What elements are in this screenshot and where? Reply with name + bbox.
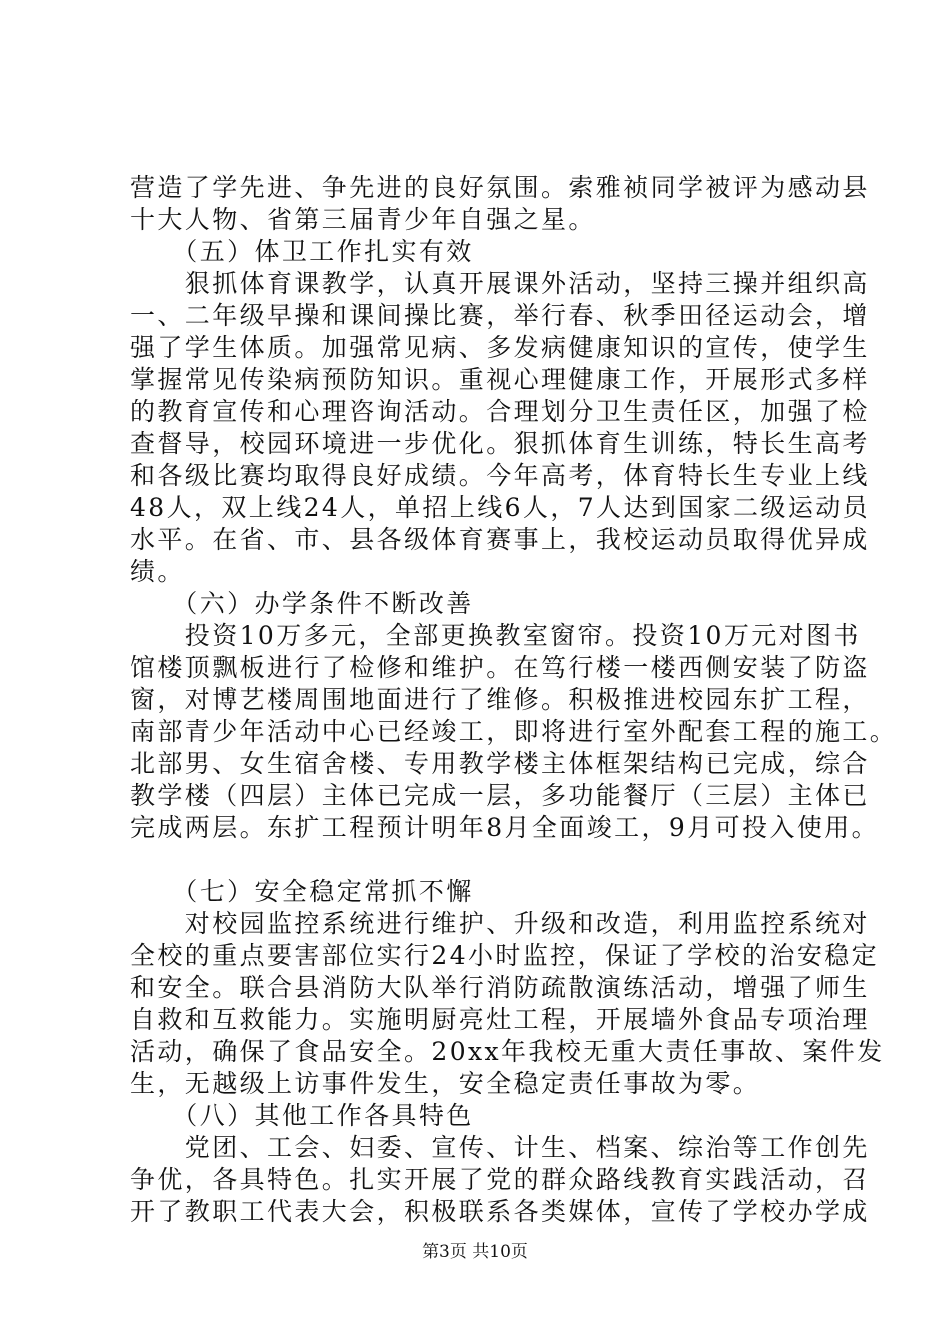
text-line: 对校园监控系统进行维护、升级和改造，利用监控系统对: [130, 909, 870, 938]
text-line: 和安全。联合县消防大队举行消防疏散演练活动，增强了师生: [130, 973, 870, 1002]
text-line: （六）办学条件不断改善: [130, 589, 474, 618]
text-line: （五）体卫工作扎实有效: [130, 237, 474, 266]
text-line: 馆楼顶飘板进行了检修和维护。在笃行楼一楼西侧安装了防盗: [130, 653, 870, 682]
text-line: 一、二年级早操和课间操比赛，举行春、秋季田径运动会，增: [130, 301, 870, 330]
text-line: （八）其他工作各具特色: [130, 1101, 474, 1130]
text-line: 北部男、女生宿舍楼、专用教学楼主体框架结构已完成，综合: [130, 749, 870, 778]
text-line: （七）安全稳定常抓不懈: [130, 877, 474, 906]
text-line: 营造了学先进、争先进的良好氛围。索雅祯同学被评为感动县: [130, 173, 870, 202]
text-line: 和各级比赛均取得良好成绩。今年高考，体育特长生专业上线: [130, 461, 870, 490]
text-line: 绩。: [130, 557, 185, 586]
text-line: 南部青少年活动中心已经竣工，即将进行室外配套工程的施工。: [130, 717, 898, 746]
text-line: 自救和互救能力。实施明厨亮灶工程，开展墙外食品专项治理: [130, 1005, 870, 1034]
text-line: 水平。在省、市、县各级体育赛事上，我校运动员取得优异成: [130, 525, 870, 554]
text-line: 掌握常见传染病预防知识。重视心理健康工作，开展形式多样: [130, 365, 870, 394]
text-line: 教学楼（四层）主体已完成一层，多功能餐厅（三层）主体已: [130, 781, 870, 810]
text-line: 投资10万多元，全部更换教室窗帘。投资10万元对图书: [130, 621, 861, 650]
text-line: 党团、工会、妇委、宣传、计生、档案、综治等工作创先: [130, 1133, 870, 1162]
text-line: 全校的重点要害部位实行24小时监控，保证了学校的治安稳定: [130, 941, 880, 970]
blank-line: [130, 844, 830, 876]
text-line: 争优，各具特色。扎实开展了党的群众路线教育实践活动，召: [130, 1165, 870, 1194]
text-line: 开了教职工代表大会，积极联系各类媒体，宣传了学校办学成: [130, 1197, 870, 1226]
text-line: 48人，双上线24人，单招上线6人，7人达到国家二级运动员: [130, 493, 871, 522]
text-line: 完成两层。东扩工程预计明年8月全面竣工，9月可投入使用。: [130, 813, 880, 842]
text-line: 查督导，校园环境进一步优化。狠抓体育生训练，特长生高考: [130, 429, 870, 458]
text-line: 窗，对博艺楼周围地面进行了维修。积极推进校园东扩工程，: [130, 685, 870, 714]
text-line: 强了学生体质。加强常见病、多发病健康知识的宣传，使学生: [130, 333, 870, 362]
text-line: 活动，确保了食品安全。20xx年我校无重大责任事故、案件发: [130, 1037, 885, 1066]
document-body: [130, 172, 898, 1228]
text-line: 的教育宣传和心理咨询活动。合理划分卫生责任区，加强了检: [130, 397, 870, 426]
page-footer: 第3页 共10页: [422, 1242, 528, 1262]
text-line: 狠抓体育课教学，认真开展课外活动，坚持三操并组织高: [130, 269, 870, 298]
text-line: 生，无越级上访事件发生，安全稳定责任事故为零。: [130, 1069, 761, 1098]
text-line: 十大人物、省第三届青少年自强之星。: [130, 205, 596, 234]
